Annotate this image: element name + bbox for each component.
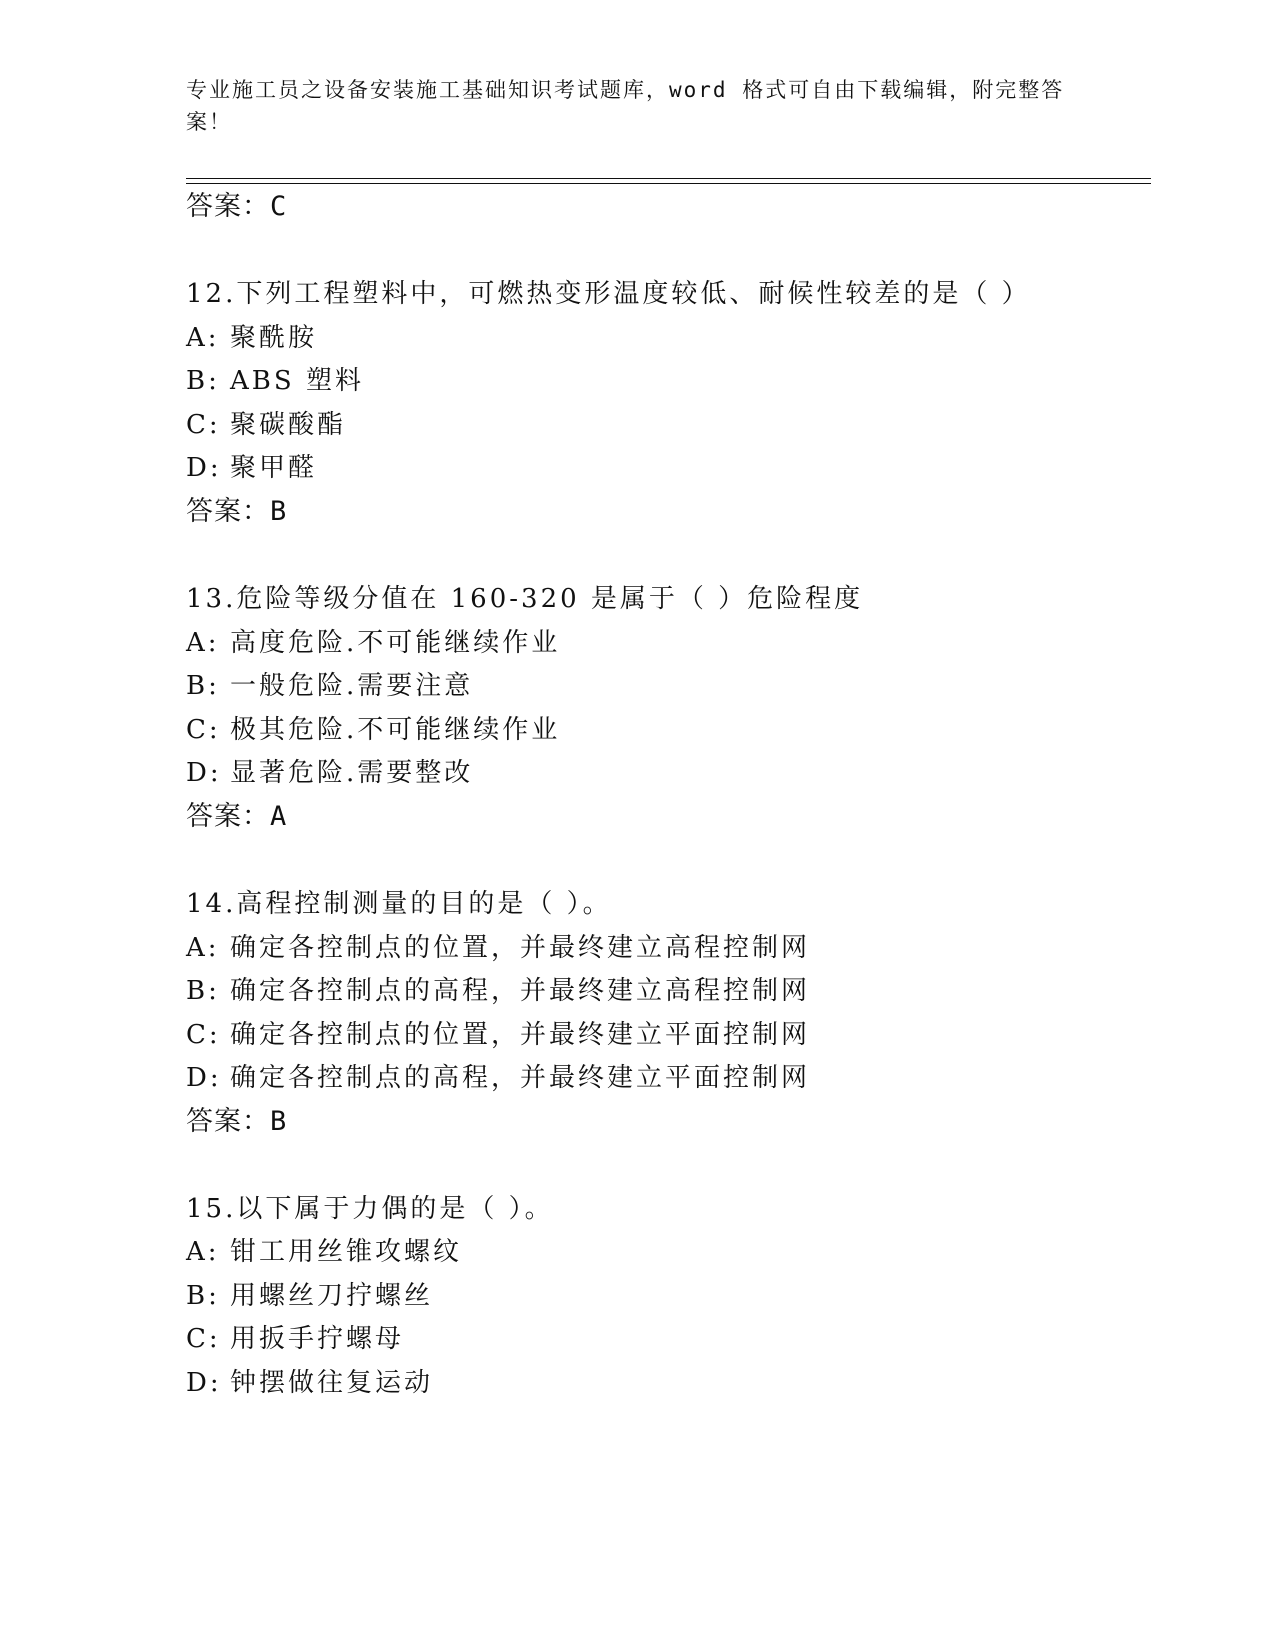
answer-value: B <box>270 496 288 527</box>
question-stem: 13.危险等级分值在 160-320 是属于（ ）危险程度 <box>186 584 864 614</box>
option-c <box>186 408 346 442</box>
option-a <box>186 626 560 660</box>
header-rule-bottom <box>186 183 1151 184</box>
option-letter: C: <box>186 410 221 440</box>
answer-value: B <box>270 1106 288 1137</box>
option-b <box>186 1279 433 1313</box>
option-text: 显著危险.需要整改 <box>230 758 474 788</box>
option-d <box>186 451 317 485</box>
answer-label: 答案： <box>186 801 270 832</box>
option-text: 用螺丝刀拧螺丝 <box>230 1281 434 1311</box>
option-d <box>186 1366 433 1400</box>
option-b <box>186 669 473 703</box>
answer-line <box>186 190 287 224</box>
option-text: ABS 塑料 <box>230 366 364 396</box>
option-letter: D: <box>186 1368 222 1398</box>
answer-line <box>186 1105 287 1139</box>
option-text: 聚酰胺 <box>230 323 318 353</box>
option-d <box>186 1061 810 1095</box>
option-text: 用扳手拧螺母 <box>230 1324 405 1354</box>
option-text: 高度危险.不可能继续作业 <box>230 628 561 658</box>
option-letter: D: <box>186 453 222 483</box>
option-b <box>186 974 810 1008</box>
answer-line <box>186 800 287 834</box>
option-text: 一般危险.需要注意 <box>230 671 474 701</box>
answer-label: 答案： <box>186 191 270 222</box>
header-rule-top <box>186 178 1151 179</box>
answer-value: C <box>270 191 288 222</box>
option-letter: D: <box>186 1063 222 1093</box>
option-letter: A: <box>186 933 220 963</box>
option-letter: D: <box>186 758 222 788</box>
question-stem: 15.以下属于力偶的是（ ）。 <box>186 1194 554 1224</box>
option-letter: A: <box>186 323 220 353</box>
answer-label: 答案： <box>186 496 270 527</box>
option-letter: A: <box>186 628 220 658</box>
option-letter: A: <box>186 1237 220 1267</box>
option-d <box>186 756 473 790</box>
option-text: 聚甲醛 <box>230 453 318 483</box>
answer-label: 答案： <box>186 1106 270 1137</box>
option-c <box>186 713 560 747</box>
option-letter: B: <box>186 976 220 1006</box>
option-text: 确定各控制点的位置，并最终建立高程控制网 <box>230 933 811 963</box>
question-stem: 14.高程控制测量的目的是（ ）。 <box>186 889 612 919</box>
option-letter: B: <box>186 1281 220 1311</box>
question-stem: 12.下列工程塑料中，可燃热变形温度较低、耐候性较差的是（ ） <box>186 279 1031 309</box>
option-c <box>186 1018 810 1052</box>
option-text: 钳工用丝锥攻螺纹 <box>230 1237 463 1267</box>
option-letter: C: <box>186 1324 221 1354</box>
option-text: 确定各控制点的位置，并最终建立平面控制网 <box>230 1020 811 1050</box>
document-header: 专业施工员之设备安装施工基础知识考试题库，word 格式可自由下载编辑，附完整答案！ <box>186 78 1065 134</box>
option-text: 钟摆做往复运动 <box>230 1368 434 1398</box>
option-a <box>186 321 317 355</box>
option-text: 确定各控制点的高程，并最终建立高程控制网 <box>230 976 811 1006</box>
option-c <box>186 1322 404 1356</box>
answer-line <box>186 495 287 529</box>
option-text: 极其危险.不可能继续作业 <box>230 715 561 745</box>
answer-value: A <box>270 801 288 832</box>
option-a <box>186 931 810 965</box>
option-letter: C: <box>186 715 221 745</box>
option-letter: C: <box>186 1020 221 1050</box>
option-text: 聚碳酸酯 <box>230 410 347 440</box>
option-text: 确定各控制点的高程，并最终建立平面控制网 <box>230 1063 811 1093</box>
option-letter: B: <box>186 671 220 701</box>
option-letter: B: <box>186 366 220 396</box>
option-b <box>186 364 364 398</box>
option-a <box>186 1235 462 1269</box>
